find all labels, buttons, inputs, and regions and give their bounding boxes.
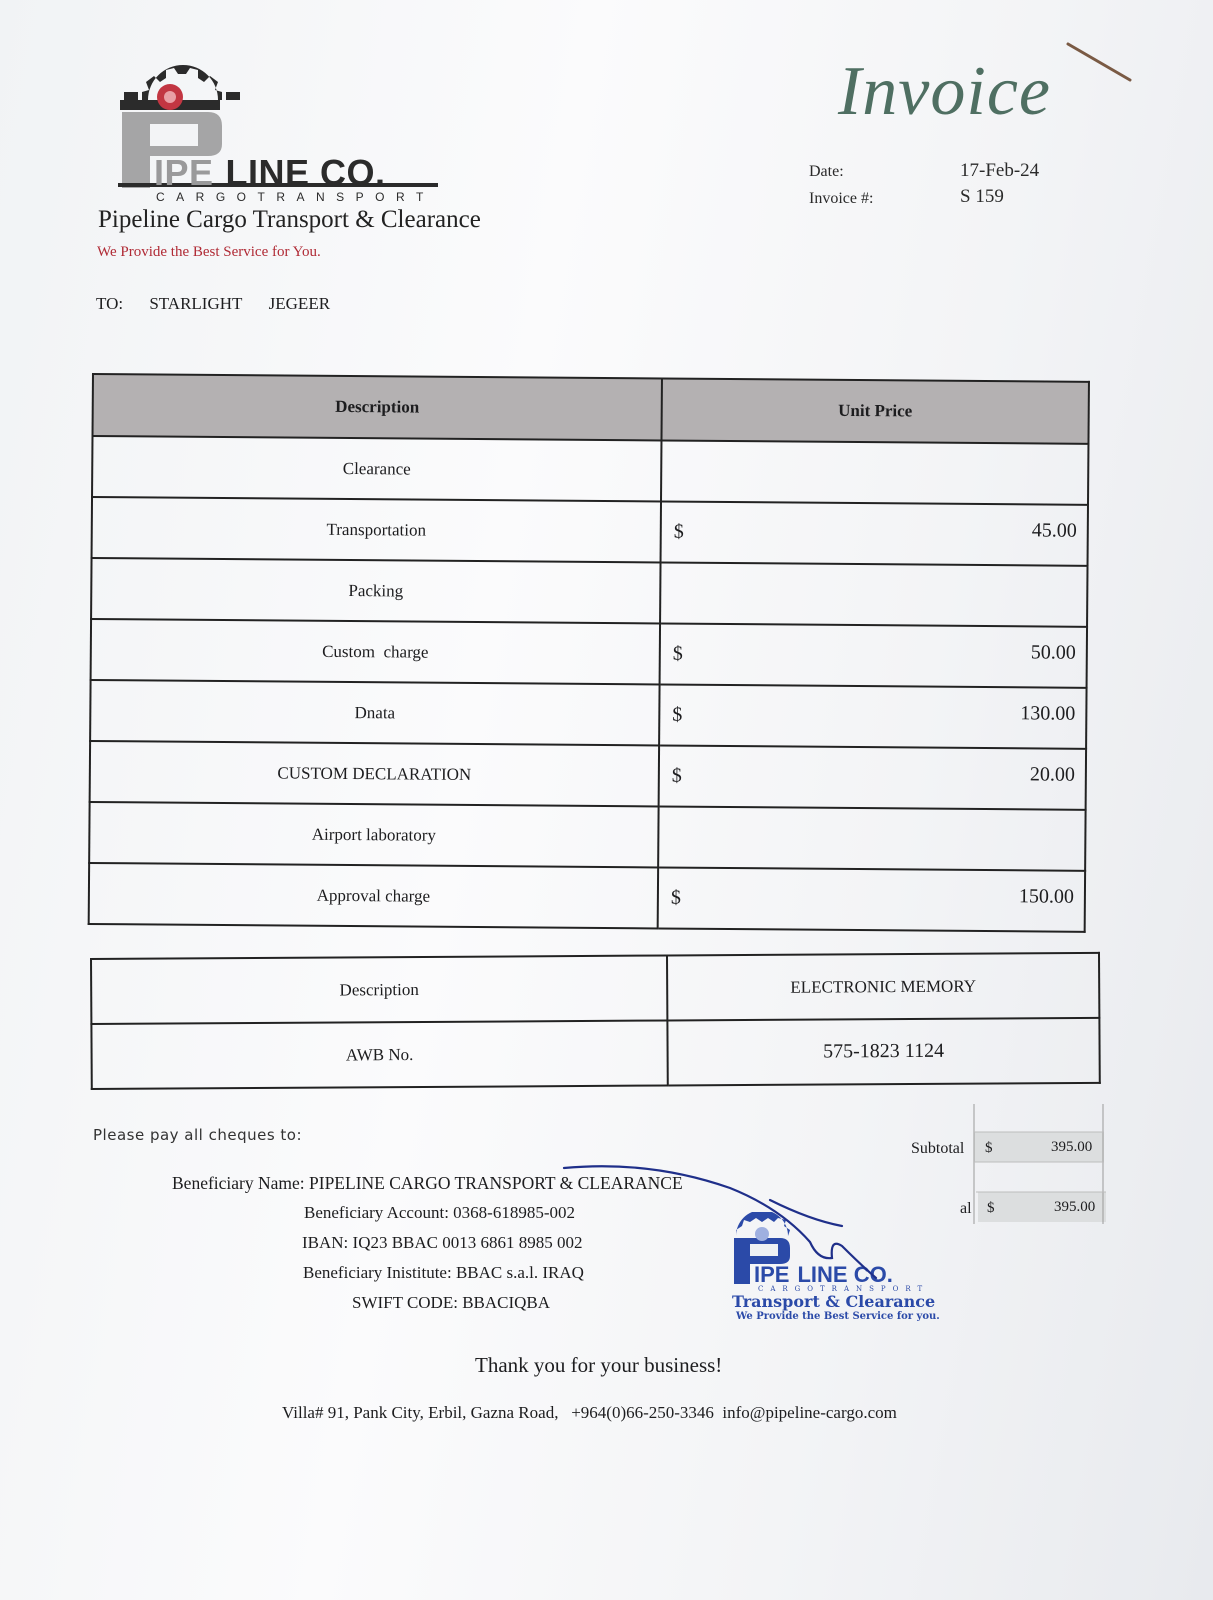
table-row [90, 741, 1086, 810]
table-row [92, 436, 1088, 505]
beneficiary-account: Beneficiary Account: 0368-618985-002 [304, 1203, 575, 1222]
item-description: Approval charge [89, 863, 658, 928]
company-name: Pipeline Cargo Transport & Clearance [98, 206, 481, 233]
subtotal-currency: $ [985, 1140, 993, 1156]
thank-you-message: Thank you for your business! [475, 1353, 723, 1377]
company-tagline: We Provide the Best Service for You. [97, 244, 321, 260]
awb-number-value: 575-1823 1124 [667, 1018, 1099, 1086]
item-price [659, 745, 1086, 809]
logo-subtitle: CARGOTRANSPORT [156, 190, 435, 204]
subtotal-value: 395.00 [1051, 1139, 1093, 1155]
currency-symbol: $ [672, 703, 683, 726]
currency-symbol: $ [671, 764, 682, 787]
item-description: Transportation [92, 497, 661, 562]
invoice-number-value: S 159 [960, 186, 1004, 207]
table-row [89, 802, 1085, 871]
total-value: 395.00 [1054, 1199, 1096, 1215]
invoice-number-label: Invoice #: [809, 190, 874, 207]
item-price [658, 867, 1085, 931]
item-description: CUSTOM DECLARATION [90, 741, 659, 806]
footer-address: Villa# 91, Pank City, Erbil, Gazna Road, +964(0)66-250-3346 info@pipeline-cargo.com [282, 1403, 897, 1422]
table-row [91, 953, 1099, 1024]
table-row [90, 680, 1086, 749]
item-price [661, 440, 1088, 504]
stamp-line-1: Transport & Clearance [732, 1292, 936, 1311]
swift-code: SWIFT CODE: BBACIQBA [352, 1293, 551, 1312]
awb-description-label: Description [91, 955, 667, 1024]
item-description: Clearance [92, 436, 661, 501]
company-logo [118, 52, 448, 202]
invoice-title: Invoice [838, 53, 1051, 130]
date-label: Date: [809, 163, 844, 180]
signature [560, 1160, 920, 1290]
item-amount: 50.00 [1030, 641, 1076, 664]
payment-heading: Please pay all cheques to: [93, 1126, 303, 1144]
subtotal-label: Subtotal [911, 1140, 965, 1157]
beneficiary-institute: Beneficiary Inistitute: BBAC s.a.l. IRAQ [303, 1263, 584, 1282]
item-description: Airport laboratory [89, 802, 658, 867]
total-label: al [960, 1200, 972, 1217]
item-amount: 20.00 [1029, 763, 1075, 786]
beneficiary-name: Beneficiary Name: PIPELINE CARGO TRANSPORT & CLEARANCE [172, 1173, 683, 1193]
item-price [660, 562, 1087, 626]
table-row [91, 1018, 1099, 1089]
currency-symbol: $ [670, 886, 681, 909]
table-row [92, 497, 1088, 566]
header-unit-price: Unit Price [661, 378, 1088, 443]
table-row [91, 558, 1087, 627]
date-value: 17-Feb-24 [960, 160, 1040, 181]
item-description: Dnata [90, 680, 659, 745]
recipient-line [96, 294, 352, 314]
items-header-row [93, 374, 1089, 444]
currency-symbol: $ [673, 520, 684, 543]
item-price [660, 623, 1087, 687]
recipient-name-1: STARLIGHT [149, 294, 243, 313]
recipient-name-2: JEGEER [268, 294, 331, 313]
stamp-subtitle: CARGOTRANSPORT [758, 1285, 930, 1293]
currency-symbol: $ [672, 642, 683, 665]
item-amount: 130.00 [1020, 702, 1076, 725]
total-currency: $ [987, 1200, 995, 1216]
items-table [88, 373, 1090, 933]
iban: IBAN: IQ23 BBAC 0013 6861 8985 002 [302, 1233, 583, 1252]
awb-table [90, 952, 1101, 1090]
pen-mark [1060, 36, 1140, 86]
recipient-label: TO: [96, 294, 124, 313]
awb-number-label: AWB No. [91, 1020, 667, 1089]
item-amount: 150.00 [1018, 885, 1075, 908]
awb-description-value: ELECTRONIC MEMORY [667, 953, 1099, 1021]
header-description: Description [93, 374, 662, 440]
table-row [89, 863, 1085, 932]
item-price [658, 806, 1085, 870]
item-amount: 45.00 [1031, 519, 1077, 542]
item-price [661, 501, 1088, 565]
item-description: Packing [91, 558, 660, 623]
item-description: Custom charge [91, 619, 660, 684]
stamp-wordmark: IPE LINE CO. [754, 1262, 893, 1287]
logo-wordmark: IPE LINE CO. [154, 152, 386, 193]
item-price [659, 684, 1086, 748]
stamp-line-2: We Provide the Best Service for you. [736, 1311, 940, 1322]
table-row [91, 619, 1087, 688]
